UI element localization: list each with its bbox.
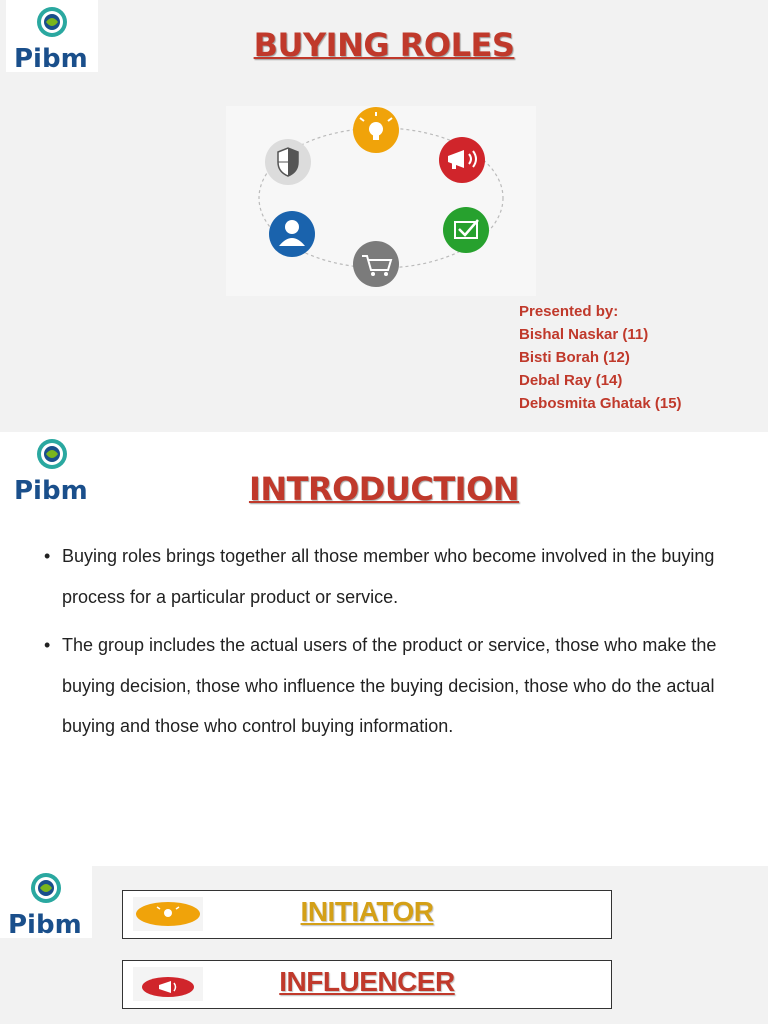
slide-buying-roles bbox=[0, 0, 768, 432]
presenter-name: Bishal Naskar (11) bbox=[519, 326, 649, 343]
bullet-text: Buying roles brings together all those member who become involved in the buying process for a particular product or service. bbox=[62, 546, 715, 607]
bullet-item bbox=[44, 625, 734, 747]
logo-text: Pibm bbox=[14, 44, 88, 72]
presenter-name: Bisti Borah (12) bbox=[519, 349, 630, 366]
checkbox-icon bbox=[443, 207, 489, 253]
logo-text: Pibm bbox=[8, 910, 82, 938]
megaphone-icon bbox=[439, 137, 485, 183]
intro-bullets bbox=[44, 536, 734, 755]
role-label: INITIATOR bbox=[300, 896, 434, 927]
shield-icon bbox=[265, 139, 311, 185]
pibm-logo bbox=[0, 866, 92, 938]
user-icon bbox=[269, 211, 315, 257]
bullet-text: The group includes the actual users of the product or service, those who make the buying decision, those who influence the buying decision, those who do the actual buying and those who control buying information. bbox=[62, 635, 717, 736]
presenters-heading: Presented by: bbox=[519, 303, 619, 320]
logo-text: Pibm bbox=[14, 476, 88, 504]
presenters-block bbox=[519, 300, 682, 415]
role-influencer bbox=[122, 960, 612, 1009]
buying-roles-cycle-diagram bbox=[226, 106, 536, 296]
bullet-symbol: • bbox=[44, 635, 51, 655]
bullet-symbol: • bbox=[44, 546, 51, 566]
bullet-item bbox=[44, 536, 734, 617]
lightbulb-icon bbox=[353, 107, 399, 153]
presenter-name: Debosmita Ghatak (15) bbox=[519, 395, 682, 412]
role-label: INFLUENCER bbox=[279, 966, 455, 997]
cart-icon bbox=[353, 241, 399, 287]
section-title: INTRODUCTION bbox=[248, 470, 520, 508]
presenter-name: Debal Ray (14) bbox=[519, 372, 623, 389]
page-title: BUYING ROLES bbox=[253, 26, 515, 64]
role-initiator bbox=[122, 890, 612, 939]
